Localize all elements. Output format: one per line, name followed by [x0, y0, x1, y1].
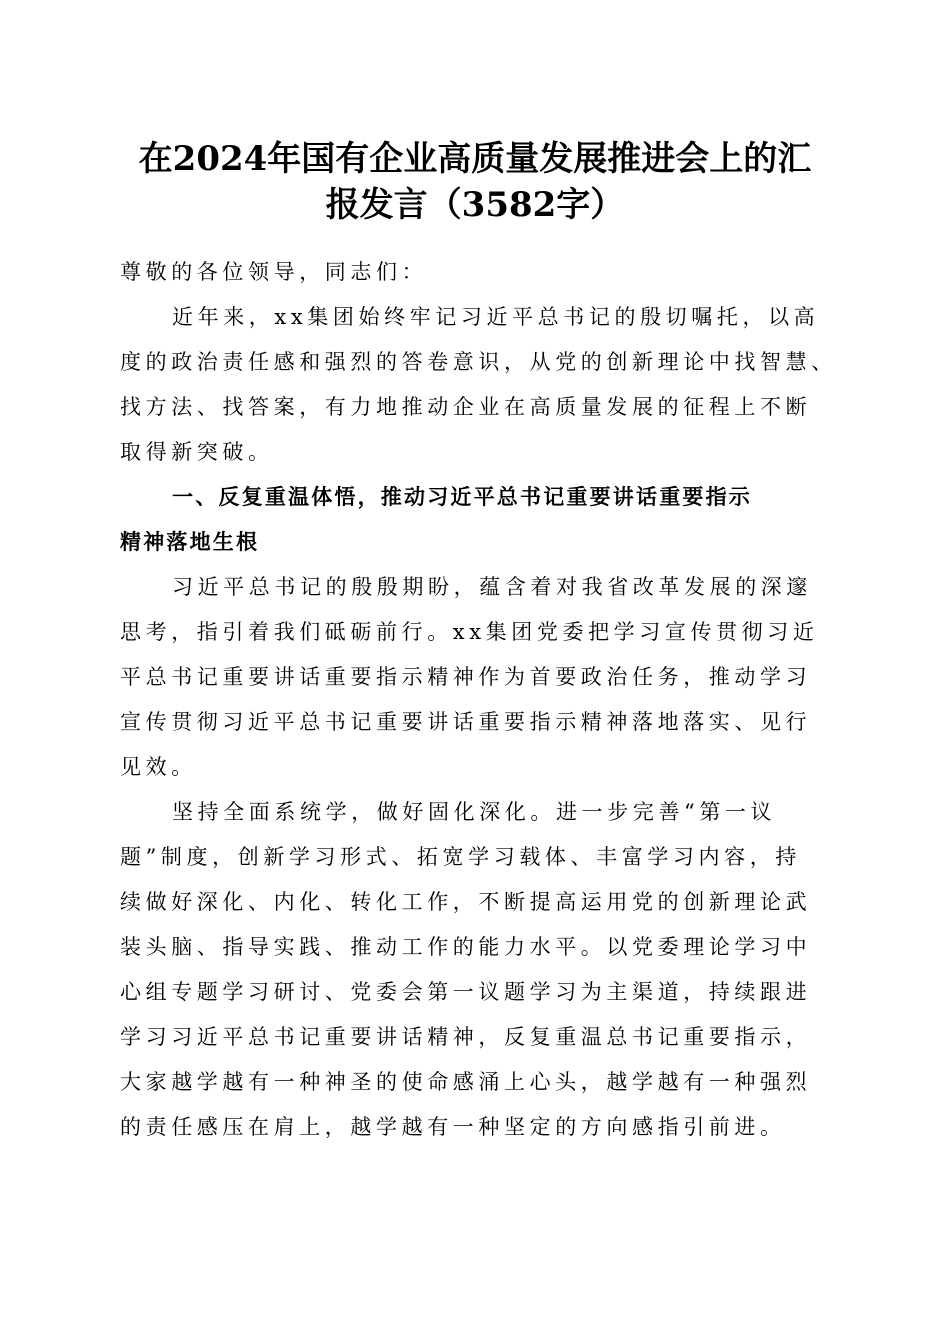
paragraph-line: 宣传贯彻习近平总书记重要讲话重要指示精神落地落实、见行 [120, 710, 812, 734]
paragraph-line: 习近平总书记的殷殷期盼，蕴含着对我省改革发展的深邃 [172, 575, 812, 599]
paragraph-line: 的责任感压在肩上，越学越有一种坚定的方向感指引前进。 [120, 1115, 786, 1139]
paragraph-line: 心组专题学习研讨、党委会第一议题学习为主渠道，持续跟进 [120, 980, 812, 1004]
paragraph-section-1-intro [120, 565, 830, 790]
heading-line: 精神落地生根 [120, 530, 260, 554]
paragraph-study [120, 790, 830, 1150]
paragraph-line: 取得新突破。 [120, 440, 274, 464]
title-line: 报发言（3582字） [325, 185, 625, 225]
salutation: 尊敬的各位领导，同志们： [120, 260, 428, 284]
paragraph-line: 找方法、找答案，有力地推动企业在高质量发展的征程上不断 [120, 395, 812, 419]
title-line: 在2024年国有企业高质量发展推进会上的汇 [138, 139, 812, 179]
paragraph-line: 见效。 [120, 755, 197, 779]
document-title [110, 136, 840, 228]
section-heading-1 [120, 475, 830, 565]
paragraph-intro [120, 295, 837, 475]
paragraph-line: 装头脑、指导实践、推动工作的能力水平。以党委理论学习中 [120, 935, 812, 959]
paragraph-line: 思考，指引着我们砥砺前行。xx集团党委把学习宣传贯彻习近 [120, 620, 819, 644]
paragraph-line: 题”制度，创新学习形式、拓宽学习载体、丰富学习内容，持 [120, 845, 801, 869]
paragraph-line: 度的政治责任感和强烈的答卷意识，从党的创新理论中找智慧、 [120, 350, 837, 374]
paragraph-line: 学习习近平总书记重要讲话精神，反复重温总书记重要指示， [120, 1025, 812, 1049]
document-body [120, 250, 837, 1150]
paragraph-line: 大家越学越有一种神圣的使命感涌上心头，越学越有一种强烈 [120, 1070, 812, 1094]
heading-line: 一、反复重温体悟，推动习近平总书记重要讲话重要指示 [172, 485, 752, 509]
paragraph-line: 近年来，xx集团始终牢记习近平总书记的殷切嘱托，以高 [172, 305, 820, 329]
paragraph-line: 续做好深化、内化、转化工作，不断提高运用党的创新理论武 [120, 890, 812, 914]
paragraph-line: 坚持全面系统学，做好固化深化。进一步完善“第一议 [172, 800, 777, 824]
paragraph-line: 平总书记重要讲话重要指示精神作为首要政治任务，推动学习 [120, 665, 812, 689]
